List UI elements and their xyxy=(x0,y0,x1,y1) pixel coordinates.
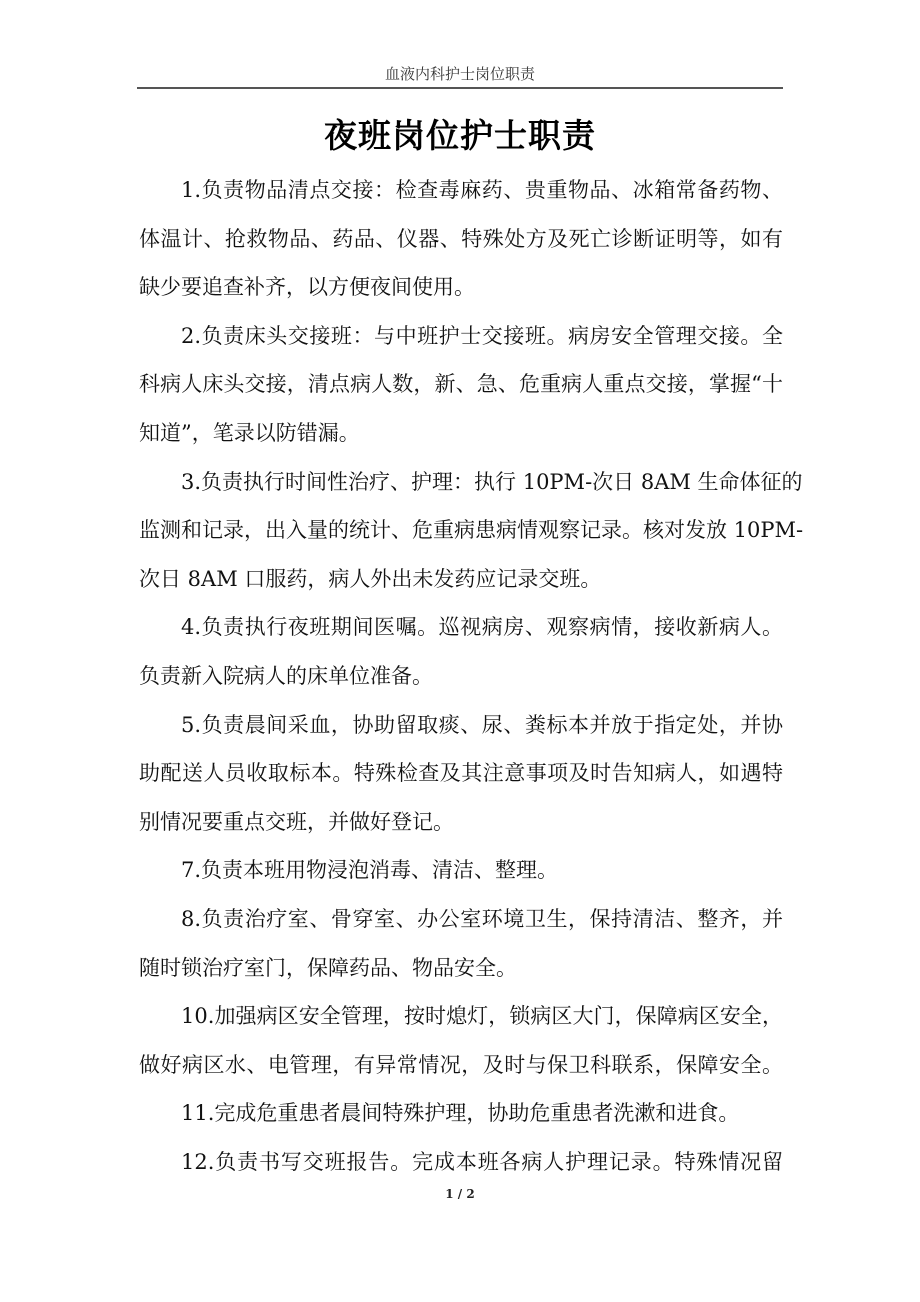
document-body xyxy=(139,166,804,1186)
paragraph-line: 体温计、抢救物品、药品、仪器、特殊处方及死亡诊断证明等，如有 xyxy=(139,226,783,251)
paragraph-line: 随时锁治疗室门，保障药品、物品安全。 xyxy=(139,955,517,980)
paragraph-item-10 xyxy=(139,992,783,1089)
paragraph-item-12 xyxy=(139,1138,783,1187)
paragraph-line: 监测和记录，出入量的统计、危重病患病情观察记录。核对发放 10PM- xyxy=(139,518,804,543)
paragraph-line: 7.负责本班用物浸泡消毒、清洁、整理。 xyxy=(181,858,559,883)
paragraph-line: 1.负责物品清点交接：检查毒麻药、贵重物品、冰箱常备药物、 xyxy=(181,178,783,202)
paragraph-item-11 xyxy=(139,1089,783,1138)
paragraph-line: 别情况要重点交班，并做好登记。 xyxy=(139,809,454,834)
paragraph-item-7 xyxy=(139,846,783,895)
paragraph-line: 知道”，笔录以防错漏。 xyxy=(139,420,360,445)
paragraph-item-3 xyxy=(139,458,804,604)
paragraph-line: 做好病区水、电管理，有异常情况，及时与保卫科联系，保障安全。 xyxy=(139,1052,783,1077)
document-title: 夜班岗位护士职责 xyxy=(324,116,596,155)
paragraph-line: 5.负责晨间采血，协助留取痰、尿、粪标本并放于指定处，并协 xyxy=(181,712,783,737)
paragraph-line: 2.负责床头交接班：与中班护士交接班。病房安全管理交接。全 xyxy=(181,323,783,348)
paragraph-line: 12.负责书写交班报告。完成本班各病人护理记录。特殊情况留 xyxy=(181,1149,783,1174)
paragraph-line: 11.完成危重患者晨间特殊护理，协助危重患者洗漱和进食。 xyxy=(181,1101,740,1126)
paragraph-item-1 xyxy=(139,166,783,312)
paragraph-line: 负责新入院病人的床单位准备。 xyxy=(139,663,433,688)
paragraph-line: 助配送人员收取标本。特殊检查及其注意事项及时告知病人，如遇特 xyxy=(139,761,783,786)
paragraph-line: 10.加强病区安全管理，按时熄灯，锁病区大门，保障病区安全， xyxy=(181,1004,783,1029)
paragraph-item-8 xyxy=(139,895,783,992)
paragraph-line: 3.负责执行时间性治疗、护理：执行 10PM-次日 8AM 生命体征的 xyxy=(181,469,803,494)
paragraph-line: 8.负责治疗室、骨穿室、办公室环境卫生，保持清洁、整齐，并 xyxy=(181,906,783,931)
page-number: 1 / 2 xyxy=(445,1187,475,1201)
paragraph-line: 缺少要追查补齐，以方便夜间使用。 xyxy=(139,275,475,300)
running-header: 血液内科护士岗位职责 xyxy=(384,65,535,83)
paragraph-item-2 xyxy=(139,312,783,458)
paragraph-line: 科病人床头交接，清点病人数，新、急、危重病人重点交接，掌握“十 xyxy=(139,372,783,397)
paragraph-item-5 xyxy=(139,701,783,847)
header-divider xyxy=(137,87,783,89)
paragraph-item-4 xyxy=(139,603,783,700)
paragraph-line: 4.负责执行夜班期间医嘱。巡视病房、观察病情，接收新病人。 xyxy=(181,615,783,640)
paragraph-line: 次日 8AM 口服药，病人外出未发药应记录交班。 xyxy=(139,566,602,591)
